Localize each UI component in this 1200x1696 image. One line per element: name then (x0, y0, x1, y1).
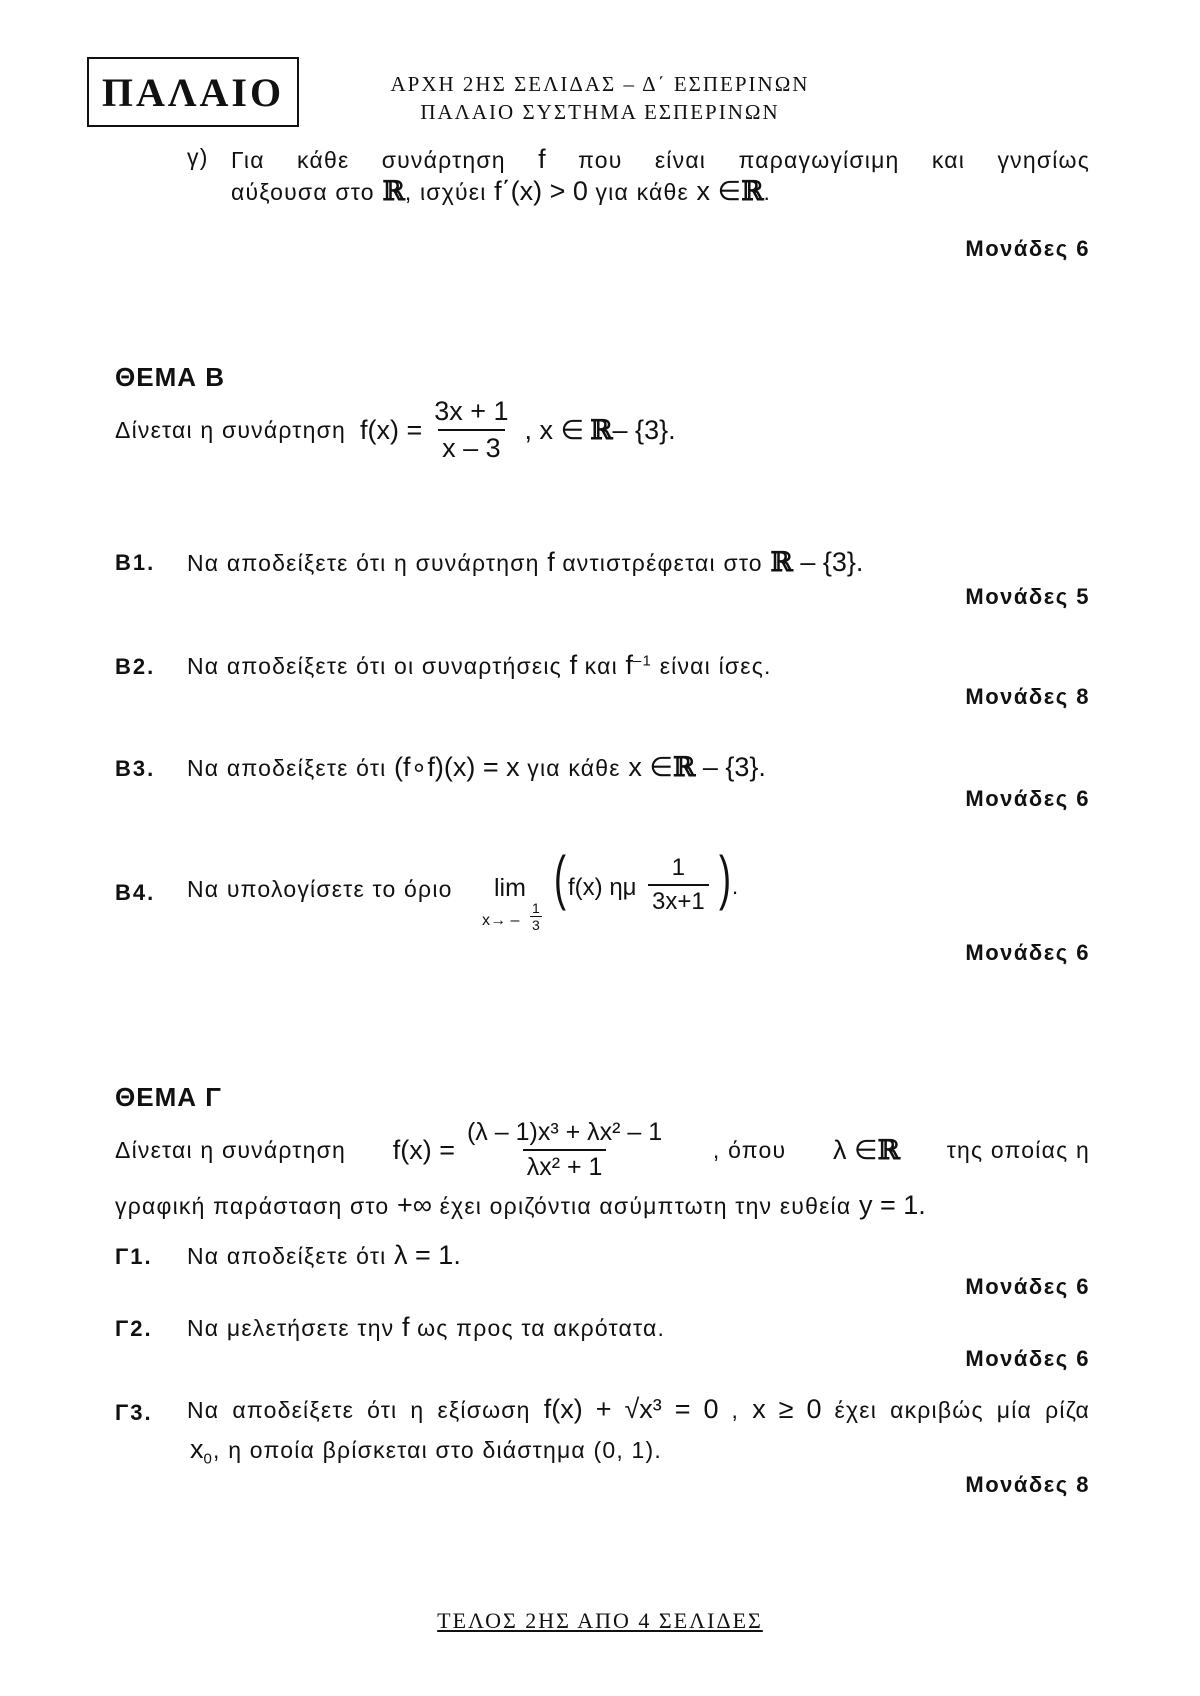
thema-g-line-2: γραφική παράσταση στο +∞ έχει οριζόντια ασύμπτωτη την ευθεία y = 1. (115, 1190, 926, 1220)
page-footer: ΤΕΛΟΣ 2ΗΣ ΑΠΟ 4 ΣΕΛΙΔΕΣ (437, 1608, 763, 1633)
item-label-g2: Γ2. (115, 1316, 153, 1341)
marks-b2: Μονάδες 8 (965, 684, 1090, 709)
item-label-g1: Γ1. (115, 1244, 153, 1269)
marks-b4: Μονάδες 6 (965, 940, 1090, 965)
item-label-b2: Β2. (115, 654, 156, 679)
item-label-b4: Β4. (115, 880, 156, 905)
item-label-b3: Β3. (115, 756, 156, 781)
item-label-b1: Β1. (115, 550, 156, 575)
fraction: $\frac{3x + 1}{x - 3}$ (434, 396, 509, 463)
item-text-g1: Να αποδείξετε ότι λ = 1. (187, 1240, 461, 1270)
section-title-b: ΘΕΜΑ Β (115, 362, 225, 392)
marks-b3: Μονάδες 6 (965, 786, 1090, 811)
marks-b1: Μονάδες 5 (965, 584, 1090, 609)
section-title-g: ΘΕΜΑ Γ (115, 1082, 222, 1112)
gamma-line-2: αύξουσα στο ℝ, ισχύει f΄(x) > 0 για κάθε x ∈ℝ. (231, 176, 772, 207)
item-text-g3-line-1: Να αποδείξετε ότι η εξίσωση f(x) + √x³ = 0 , x ≥ 0 έχει ακριβώς μία ρίζα (187, 1394, 1091, 1424)
marks-g3: Μονάδες 8 (965, 1472, 1090, 1497)
header-line-2: ΠΑΛΑΙΟ ΣΥΣΤΗΜΑ ΕΣΠΕΡΙΝΩΝ (420, 100, 780, 124)
item-text-b4: Να υπολογίσετε το όριο (187, 876, 453, 902)
item-text-b1: Να αποδείξετε ότι η συνάρτηση f αντιστρέφεται στο ℝ – {3}. (187, 547, 864, 578)
gamma-line-1: Για κάθε συνάρτηση f που είναι παραγωγίσιμη και γνησίως (231, 144, 1090, 174)
marks-g2: Μονάδες 6 (965, 1346, 1090, 1371)
gamma-label: γ) (187, 144, 209, 170)
thema-g-function: Δίνεται η συνάρτηση f(x) = $\frac{\text{(λ – 1)x³ + λx² – 1}}{\text{λx² + 1}}$ , όπου λ ∈ℝ της οποίας η (115, 1118, 1090, 1181)
fraction: $\frac{\text{(λ – 1)x³ + λx² – 1}}{\text{λx² + 1}}$ (466, 1118, 663, 1181)
item-text-b2: Να αποδείξετε ότι οι συναρτήσεις f και $f^{-1}$ είναι ίσες. (187, 650, 772, 680)
marks-g1: Μονάδες 6 (965, 1274, 1090, 1299)
gamma-marks: Μονάδες 6 (965, 236, 1090, 261)
item-text-g2: Να μελετήσετε την f ως προς τα ακρότατα. (187, 1312, 666, 1342)
item-text-b3: Να αποδείξετε ότι (f∘f)(x) = x για κάθε x ∈ℝ – {3}. (187, 752, 766, 783)
header-line-1: ΑΡΧΗ 2ΗΣ ΣΕΛΙΔΑΣ – Δ΄ ΕΣΠΕΡΙΝΩΝ (390, 72, 810, 96)
limit-expression: lim x→ – $\frac{1}{3}$ ( f(x) ημ $\frac{1}{3x+1}$ ) . (482, 844, 739, 933)
thema-b-function: Δίνεται η συνάρτηση f(x) = $\frac{3x + 1}{x - 3}$ , x ∈ ℝ – {3}. (115, 396, 676, 463)
item-text-g3-line-2: $x_0$, η οποία βρίσκεται στο διάστημα (0, 1). (190, 1434, 662, 1468)
old-system-stamp: ΠΑΛΑΙΟ (87, 57, 299, 127)
item-label-g3: Γ3. (115, 1400, 153, 1425)
